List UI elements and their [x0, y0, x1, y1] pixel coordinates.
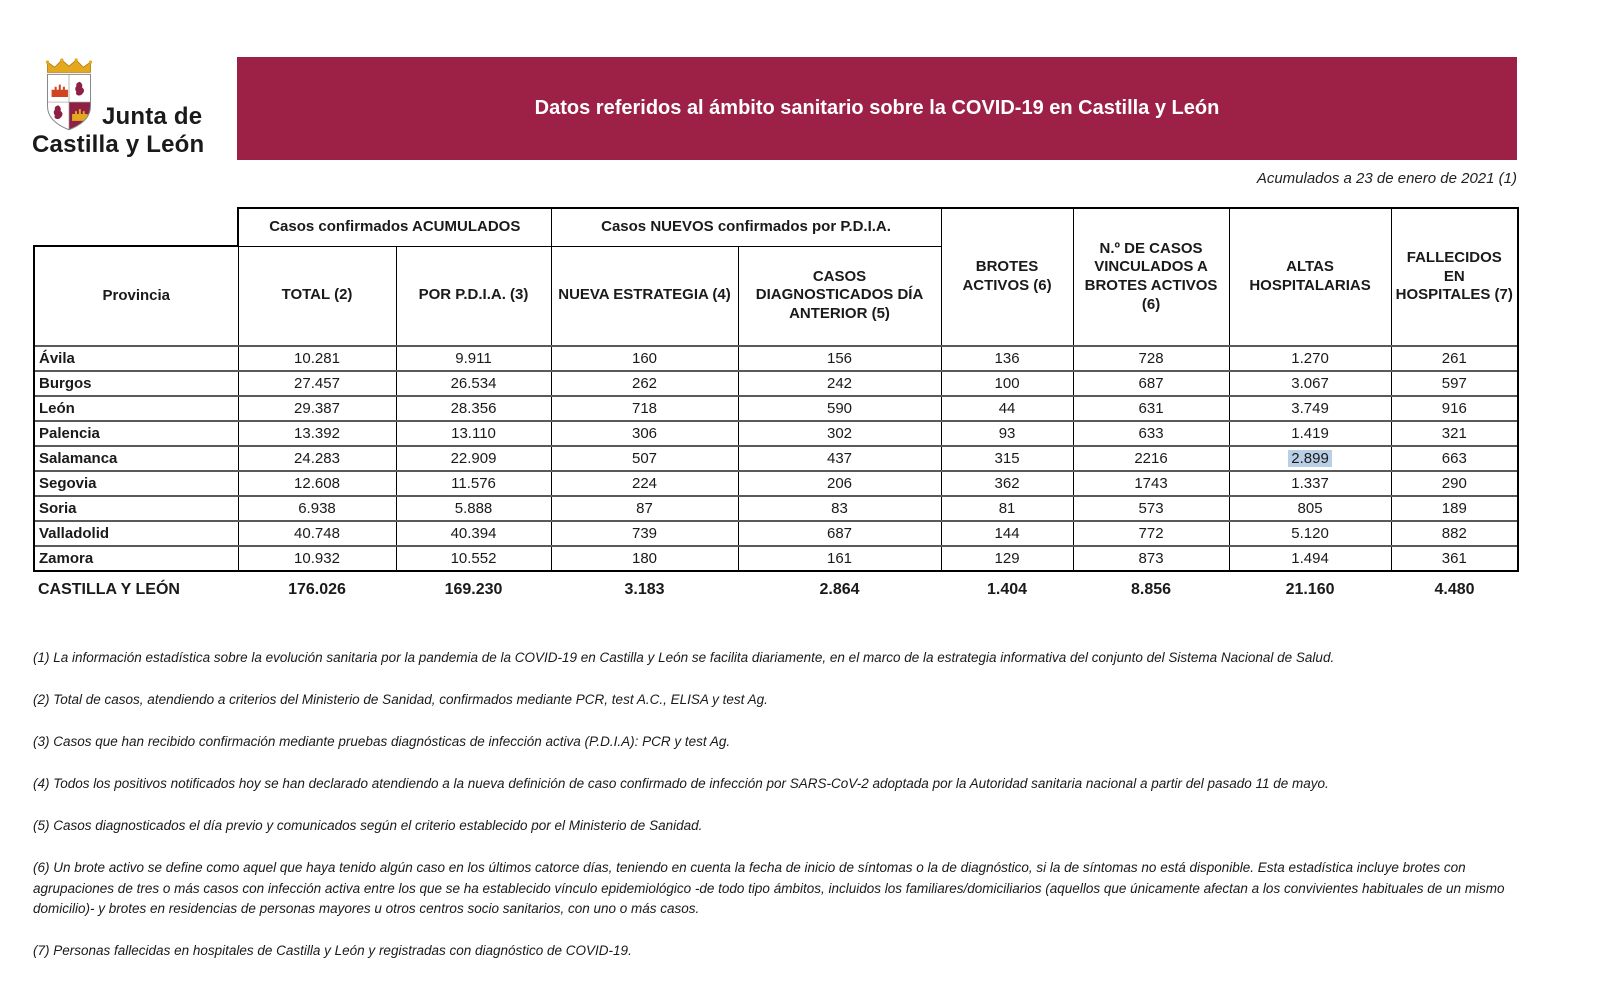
col-header-nueva-estrategia: NUEVA ESTRATEGIA (4)	[551, 246, 738, 346]
cell-value: 437	[738, 446, 941, 471]
total-cell: 2.864	[819, 581, 860, 598]
cell-value: 590	[738, 396, 941, 421]
table-row	[34, 546, 1518, 571]
cell-value: 242	[738, 371, 941, 396]
table-row	[34, 421, 1518, 446]
cell-value: 728	[1073, 346, 1229, 371]
cell-value: 315	[941, 446, 1073, 471]
cell-value: 882	[1391, 521, 1518, 546]
cell-provincia: Salamanca	[34, 446, 238, 471]
total-row-label: CASTILLA Y LEÓN	[38, 581, 180, 598]
cell-value: 262	[551, 371, 738, 396]
cell-value: 40.394	[396, 521, 551, 546]
total-row	[34, 571, 1518, 608]
cell-value: 100	[941, 371, 1073, 396]
cell-value: 10.281	[238, 346, 396, 371]
cell-value: 93	[941, 421, 1073, 446]
header-spacer	[34, 208, 238, 246]
cell-value: 5.120	[1229, 521, 1391, 546]
cell-value: 129	[941, 546, 1073, 571]
cell-provincia: Burgos	[34, 371, 238, 396]
cell-value: 6.938	[238, 496, 396, 521]
table-header	[34, 208, 1518, 346]
page-title: Datos referidos al ámbito sanitario sobre la COVID-19 en Castilla y León	[534, 97, 1220, 119]
cell-value: 81	[941, 496, 1073, 521]
cell-value: 12.608	[238, 471, 396, 496]
cell-value: 27.457	[238, 371, 396, 396]
total-cell: 21.160	[1285, 581, 1335, 598]
footnote-3: (3) Casos que han recibido confirmación mediante pruebas diagnósticas de infección activa (P.D.I.A): PCR y test Ag.	[33, 733, 731, 749]
cell-value: 597	[1391, 371, 1518, 396]
cell-provincia: Ávila	[34, 346, 238, 371]
group-header-nuevos-pdia: Casos NUEVOS confirmados por P.D.I.A.	[551, 208, 941, 246]
footnote-4: (4) Todos los positivos notificados hoy se han declarado atendiendo a la nueva definición de caso confirmado de infección por SARS-CoV-2 adoptada por la Autoridad sanitaria nacional a partir del pasado 11 de mayo.	[33, 775, 1329, 791]
cell-value: 144	[941, 521, 1073, 546]
col-header-total: TOTAL (2)	[238, 246, 396, 346]
cell-value: 805	[1229, 496, 1391, 521]
footnote-1: (1) La información estadística sobre la evolución sanitaria por la pandemia de la COVID-19 en Castilla y León se facilita diariamente, en el marco de la estrategia informativa del conjunto del Sistema Nacional de Salud.	[33, 650, 1335, 665]
covid-table	[33, 207, 1519, 608]
coat-of-arms-icon	[38, 57, 100, 141]
cell-value: 2216	[1073, 446, 1229, 471]
table-row	[34, 471, 1518, 496]
col-header-casos-diagnosticados: CASOS DIAGNOSTICADOS DÍA ANTERIOR (5)	[738, 246, 941, 346]
cell-provincia: Valladolid	[34, 521, 238, 546]
total-cell: 169.230	[444, 581, 503, 598]
date-note: Acumulados a 23 de enero de 2021 (1)	[1256, 170, 1517, 187]
cell-value: 13.110	[396, 421, 551, 446]
cell-value: 362	[941, 471, 1073, 496]
cell-provincia: Segovia	[34, 471, 238, 496]
cell-value: 11.576	[396, 471, 551, 496]
cell-value: 916	[1391, 396, 1518, 421]
cell-value: 83	[738, 496, 941, 521]
cell-value: 24.283	[238, 446, 396, 471]
cell-value: 507	[551, 446, 738, 471]
cell-value: 361	[1391, 546, 1518, 571]
cell-value: 306	[551, 421, 738, 446]
cell-value: 290	[1391, 471, 1518, 496]
cell-value: 3.067	[1229, 371, 1391, 396]
logo-text-line1: Junta de	[102, 103, 203, 130]
cell-value: 9.911	[396, 346, 551, 371]
cell-value: 10.932	[238, 546, 396, 571]
cell-value: 573	[1073, 496, 1229, 521]
cell-value: 29.387	[238, 396, 396, 421]
cell-value: 739	[551, 521, 738, 546]
cell-value: 718	[551, 396, 738, 421]
cell-value: 633	[1073, 421, 1229, 446]
footnote-5: (5) Casos diagnosticados el día previo y comunicados según el criterio establecido por el Ministerio de Sanidad.	[33, 817, 703, 833]
cell-value: 206	[738, 471, 941, 496]
cell-value: 180	[551, 546, 738, 571]
table-row	[34, 446, 1518, 471]
table-row	[34, 371, 1518, 396]
cell-value: 44	[941, 396, 1073, 421]
cell-value: 687	[1073, 371, 1229, 396]
total-cell: 1.404	[987, 581, 1028, 598]
cell-value: 28.356	[396, 396, 551, 421]
cell-value: 10.552	[396, 546, 551, 571]
cell-value: 1.494	[1229, 546, 1391, 571]
total-cell: 176.026	[288, 581, 346, 598]
cell-value: 631	[1073, 396, 1229, 421]
table-row	[34, 346, 1518, 371]
cell-value: 136	[941, 346, 1073, 371]
junta-castilla-leon-logo	[30, 55, 260, 170]
cell-provincia: Zamora	[34, 546, 238, 571]
cell-value	[1229, 446, 1391, 471]
cell-value: 160	[551, 346, 738, 371]
cell-provincia: León	[34, 396, 238, 421]
cell-value: 26.534	[396, 371, 551, 396]
table-body	[34, 346, 1518, 571]
footnote-6: (6) Un brote activo se define como aquel que haya tenido algún caso en los últimos catorce días, teniendo en cuenta la fecha de inicio de síntomas o la de diagnóstico, si la de síntomas no está disponible. Esta estadística incluye brotes con agrupaciones de tres o más casos con infección activa entre los que se ha establecido vínculo epidemiológico -de todo tipo ámbitos, incluidos los familiares/domiciliarios (aquellos que únicamente afectan a los convivientes habituales de un mismo domicilio)- y brotes en residencias de personas mayores u otros centros socio sanitarios, con uno o más casos.	[33, 859, 1505, 917]
cell-value: 40.748	[238, 521, 396, 546]
cell-value: 321	[1391, 421, 1518, 446]
footnote-7: (7) Personas fallecidas en hospitales de Castilla y León y registradas con diagnóstico de COVID-19.	[33, 943, 632, 959]
col-header-por-pdia: POR P.D.I.A. (3)	[396, 246, 551, 346]
cell-value: 1.337	[1229, 471, 1391, 496]
cell-value: 22.909	[396, 446, 551, 471]
col-header-provincia: Provincia	[34, 246, 238, 346]
group-header-acumulados: Casos confirmados ACUMULADOS	[238, 208, 551, 246]
table-row	[34, 396, 1518, 421]
cell-value: 3.749	[1229, 396, 1391, 421]
banner	[237, 57, 1517, 160]
selected-text: 2.899	[1288, 450, 1332, 467]
cell-value: 261	[1391, 346, 1518, 371]
logo-text-line2: Castilla y León	[32, 131, 205, 158]
cell-value: 1.270	[1229, 346, 1391, 371]
table-row	[34, 496, 1518, 521]
cell-value: 1743	[1073, 471, 1229, 496]
total-cell: 3.183	[624, 581, 665, 598]
cell-provincia: Palencia	[34, 421, 238, 446]
col-header-fallecidos: FALLECIDOS EN HOSPITALES (7)	[1391, 208, 1518, 346]
cell-value: 13.392	[238, 421, 396, 446]
cell-value: 87	[551, 496, 738, 521]
cell-value: 873	[1073, 546, 1229, 571]
col-header-casos-vinculados: N.º DE CASOS VINCULADOS A BROTES ACTIVOS (6)	[1073, 208, 1229, 346]
footnote-2: (2) Total de casos, atendiendo a criterios del Ministerio de Sanidad, confirmados mediante PCR, test A.C., ELISA y test Ag.	[33, 691, 768, 707]
cell-value: 5.888	[396, 496, 551, 521]
cell-value: 302	[738, 421, 941, 446]
cell-value: 161	[738, 546, 941, 571]
total-cell: 8.856	[1131, 581, 1172, 598]
cell-value: 224	[551, 471, 738, 496]
col-header-altas: ALTAS HOSPITALARIAS	[1229, 208, 1391, 346]
total-cell: 4.480	[1434, 581, 1475, 598]
cell-value: 1.419	[1229, 421, 1391, 446]
cell-value: 772	[1073, 521, 1229, 546]
cell-value: 156	[738, 346, 941, 371]
cell-value: 189	[1391, 496, 1518, 521]
cell-value: 663	[1391, 446, 1518, 471]
cell-provincia: Soria	[34, 496, 238, 521]
crown-icon	[47, 60, 90, 72]
col-header-brotes-activos: BROTES ACTIVOS (6)	[941, 208, 1073, 346]
footnotes	[33, 648, 1547, 983]
table-row	[34, 521, 1518, 546]
cell-value: 687	[738, 521, 941, 546]
